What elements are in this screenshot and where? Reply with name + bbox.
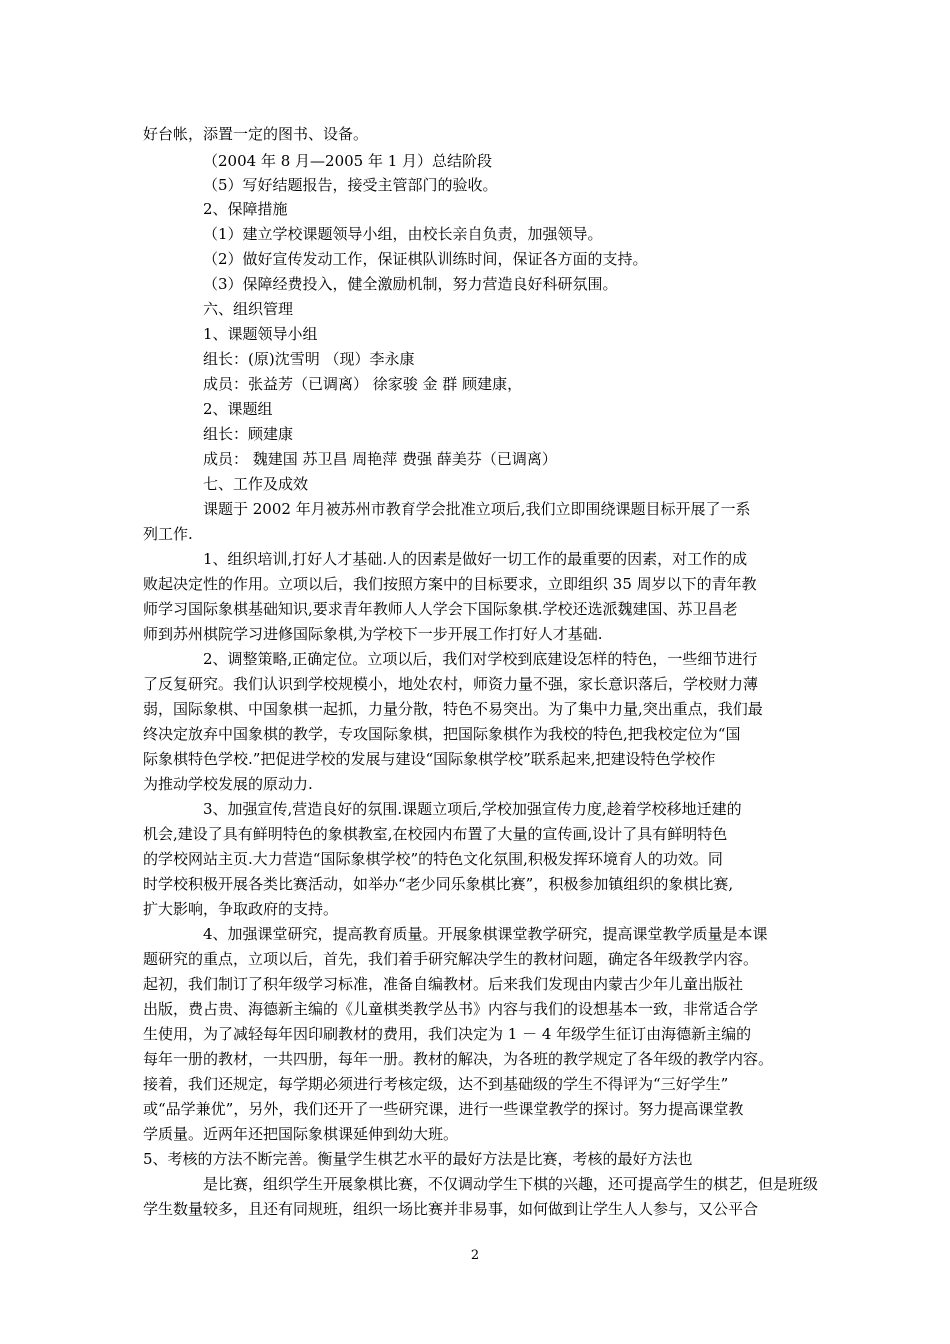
text-line: 每年一册的教材，一共四册，每年一册。教材的解决，为各班的教学规定了各年级的教学内容。 [143, 1050, 774, 1068]
text-line: （1）建立学校课题领导小组，由校长亲自负责，加强领导。 [203, 225, 603, 243]
text-line: （5）写好结题报告，接受主管部门的验收。 [203, 176, 498, 194]
text-line: 学质量。近两年还把国际象棋课延伸到幼大班。 [143, 1125, 459, 1143]
text-line: 六、组织管理 [203, 300, 294, 318]
text-line: 败起决定性的作用。立项以后，我们按照方案中的目标要求，立即组织 35 周岁以下的青年教 [143, 575, 757, 593]
text-line: 组长：(原)沈雪明 （现）李永康 [203, 350, 415, 368]
text-line: 时学校积极开展各类比赛活动，如举办“老少同乐象棋比赛”，积极参加镇组织的象棋比赛, [143, 875, 734, 893]
text-line: 接着，我们还规定，每学期必须进行考核定级，达不到基础级的学生不得评为“三好学生” [143, 1075, 729, 1093]
text-line: 七、工作及成效 [203, 475, 309, 493]
text-line: （2004 年 8 月—2005 年 1 月）总结阶段 [203, 152, 493, 170]
text-line: 起初，我们制订了积年级学习标准，准备自编教材。后来我们发现由内蒙古少年儿童出版社 [143, 975, 744, 993]
text-line: 1、组织培训,打好人才基础.人的因素是做好一切工作的最重要的因素，对工作的成 [203, 550, 748, 568]
text-line: 5、考核的方法不断完善。衡量学生棋艺水平的最好方法是比赛，考核的最好方法也 [143, 1150, 693, 1168]
text-line: 成员： 魏建国 苏卫昌 周艳萍 费强 薛美芬（已调离） [203, 450, 557, 468]
text-line: 的学校网站主页.大力营造“国际象棋学校”的特色文化氛围,积极发挥环境育人的功效。同 [143, 850, 723, 868]
text-line: 为推动学校发展的原动力. [143, 775, 313, 793]
text-line: 1、课题领导小组 [203, 325, 318, 343]
text-line: 扩大影响，争取政府的支持。 [143, 900, 339, 918]
text-line: 2、保障措施 [203, 200, 288, 218]
text-line: 好台帐，添置一定的图书、设备。 [143, 125, 369, 143]
text-line: 课题于 2002 年月被苏州市教育学会批准立项后,我们立即围绕课题目标开展了一系 [203, 500, 751, 518]
text-line: 生使用，为了减轻每年因印刷教材的费用，我们决定为 1 － 4 年级学生征订由海德新主编的 [143, 1025, 752, 1043]
text-line: 师到苏州棋院学习进修国际象棋,为学校下一步开展工作打好人才基础. [143, 625, 603, 643]
text-line: 学生数量较多，且还有同规班，组织一场比赛并非易事，如何做到让学生人人参与，又公平合 [143, 1200, 759, 1218]
text-line: 4、加强课堂研究，提高教育质量。开展象棋课堂教学研究，提高课堂教学质量是本课 [203, 925, 768, 943]
text-line: 是比赛，组织学生开展象棋比赛，不仅调动学生下棋的兴趣，还可提高学生的棋艺，但是班级 [203, 1175, 819, 1193]
text-line: （2）做好宣传发动工作，保证棋队训练时间，保证各方面的支持。 [203, 250, 648, 268]
text-line: 了反复研究。我们认识到学校规模小，地处农村，师资力量不强，家长意识落后，学校财力薄 [143, 675, 759, 693]
text-line: 2、课题组 [203, 400, 273, 418]
text-line: 3、加强宣传,营造良好的氛围.课题立项后,学校加强宣传力度,趁着学校移地迁建的 [203, 800, 742, 818]
text-line: 组长：顾建康 [203, 425, 294, 443]
text-line: 成员：张益芳（已调离） 徐家骏 金 群 顾建康， [203, 375, 523, 393]
page-number: 2 [470, 1248, 480, 1263]
text-line: 题研究的重点，立项以后，首先，我们着手研究解决学生的教材问题，确定各年级教学内容。 [143, 950, 759, 968]
text-line: （3）保障经费投入，健全激励机制，努力营造良好科研氛围。 [203, 275, 618, 293]
text-line: 弱，国际象棋、中国象棋一起抓，力量分散，特色不易突出。为了集中力量,突出重点，我们最 [143, 700, 763, 718]
text-line: 列工作. [143, 525, 193, 543]
text-line: 终决定放弃中国象棋的教学，专攻国际象棋，把国际象棋作为我校的特色,把我校定位为“国 [143, 725, 741, 743]
text-line: 师学习国际象棋基础知识,要求青年教师人人学会下国际象棋.学校还选派魏建国、苏卫昌老 [143, 600, 738, 618]
text-line: 2、调整策略,正确定位。立项以后，我们对学校到底建设怎样的特色，一些细节进行 [203, 650, 758, 668]
text-line: 或“品学兼优”，另外，我们还开了一些研究课，进行一些课堂教学的探讨。努力提高课堂教 [143, 1100, 744, 1118]
text-line: 出版，费占贵、海德新主编的《儿童棋类教学丛书》内容与我们的设想基本一致，非常适合学 [143, 1000, 759, 1018]
text-line: 际象棋特色学校.”把促进学校的发展与建设“国际象棋学校”联系起来,把建设特色学校作 [143, 750, 716, 768]
text-line: 机会,建设了具有鲜明特色的象棋教室,在校园内布置了大量的宣传画,设计了具有鲜明特色 [143, 825, 728, 843]
